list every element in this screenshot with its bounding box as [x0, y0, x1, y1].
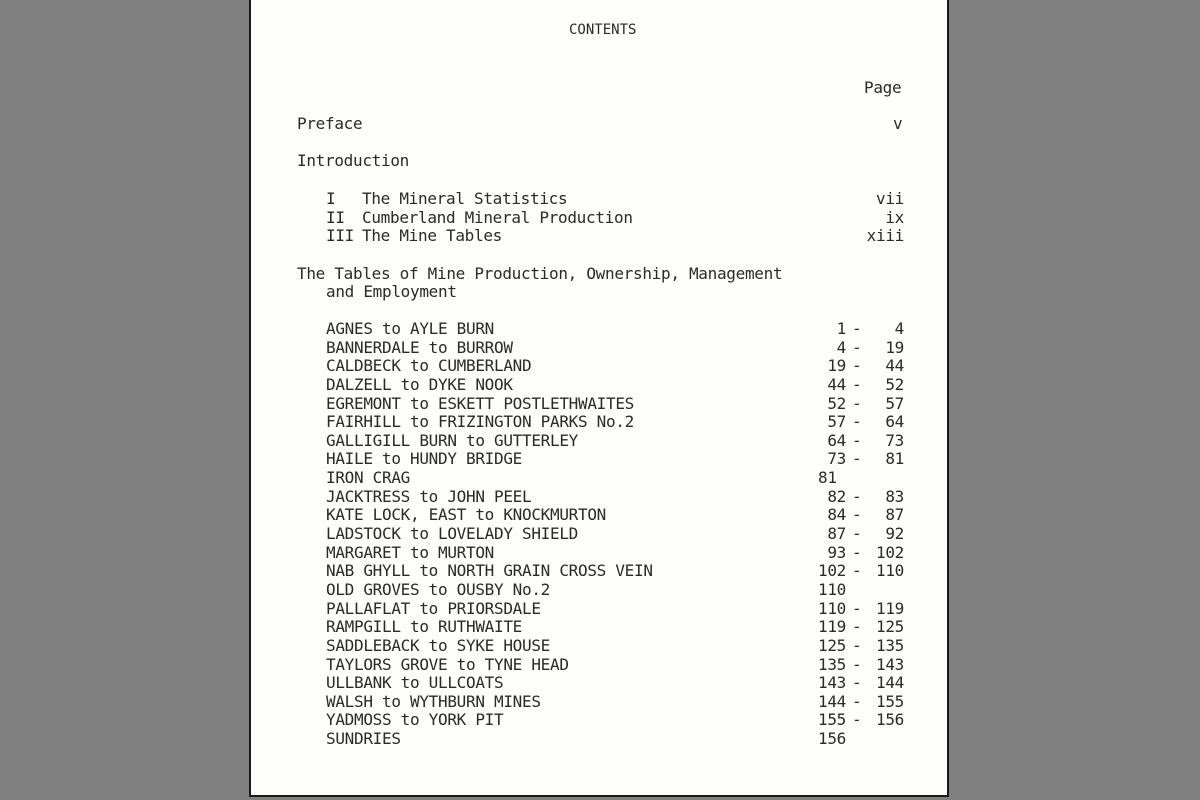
entry-page-from: 64 [827, 430, 846, 450]
table-entry-row [326, 600, 904, 619]
entry-name: BANNERDALE to BURROW [326, 337, 513, 357]
entry-page-from: 57 [827, 412, 846, 432]
entry-page-to: 135 [876, 635, 904, 655]
entry-page-from: 84 [827, 505, 846, 525]
table-entry-row [326, 506, 904, 525]
entry-page-from: 52 [827, 393, 846, 413]
intro-item [326, 227, 904, 246]
tables-section-label-line1: The Tables of Mine Production, Ownership, Management [297, 264, 783, 283]
entry-page-to: 4 [894, 319, 904, 338]
preface-page-number: v [893, 114, 903, 133]
entry-name: YADMOSS to YORK PIT [326, 710, 504, 730]
entry-page-to: 57 [885, 393, 904, 413]
entry-name: JACKTRESS to JOHN PEEL [326, 486, 532, 506]
entry-page-from: 82 [827, 486, 846, 506]
entry-page-dash: - [852, 635, 862, 655]
table-entry-row [326, 357, 904, 376]
table-entry-row [326, 525, 904, 544]
entry-name: GALLIGILL BURN to GUTTERLEY [326, 430, 578, 450]
intro-item-page: ix [885, 207, 904, 227]
intro-item [326, 209, 904, 228]
entry-page-from: 44 [827, 374, 846, 394]
entry-page-from: 1 [836, 319, 846, 338]
entry-page-from: 144 [818, 691, 846, 711]
entry-page-to: 52 [885, 374, 904, 394]
entry-page-dash: - [852, 542, 862, 562]
entry-name: LADSTOCK to LOVELADY SHIELD [326, 524, 578, 544]
entry-page-to: 87 [885, 505, 904, 525]
table-entry-row [326, 544, 904, 563]
intro-item-number: I [326, 189, 336, 208]
entry-name: MARGARET to MURTON [326, 542, 494, 562]
entry-page-to: 19 [885, 337, 904, 357]
intro-item-label: The Mine Tables [362, 226, 502, 245]
entry-page-dash: - [852, 337, 862, 357]
entry-page-to: 144 [876, 673, 904, 693]
table-entry-row [326, 656, 904, 675]
entry-page-from: 110 [818, 598, 846, 618]
table-entry-row [326, 581, 904, 600]
entry-page-to: 92 [885, 524, 904, 544]
introduction-label: Introduction [297, 151, 409, 170]
entry-name: EGREMONT to ESKETT POSTLETHWAITES [326, 393, 634, 413]
entry-page-to: 44 [885, 356, 904, 376]
entry-page-dash: - [852, 486, 862, 506]
table-entry-row [326, 562, 904, 581]
entry-page-from: 119 [818, 617, 846, 637]
entry-page-from: 73 [827, 449, 846, 469]
table-entry-row [326, 339, 904, 358]
entry-name: ULLBANK to ULLCOATS [326, 673, 504, 693]
mine-table-entries [326, 320, 904, 749]
entry-page-to: 102 [876, 542, 904, 562]
entry-page-from: 93 [827, 542, 846, 562]
table-entry-row [326, 450, 904, 469]
table-entry-row [326, 618, 904, 637]
intro-item-label: The Mineral Statistics [362, 189, 568, 208]
table-entry-row [326, 432, 904, 451]
entry-page-dash: - [852, 319, 862, 338]
entry-name: DALZELL to DYKE NOOK [326, 374, 513, 394]
entry-page-dash: - [852, 393, 862, 413]
table-entry-row [326, 674, 904, 693]
table-entry-row [326, 730, 904, 749]
entry-page-to: 83 [885, 486, 904, 506]
introduction-list [326, 190, 904, 246]
entry-page-from: 156 [818, 729, 846, 749]
document-page [249, 0, 949, 797]
table-entry-row [326, 711, 904, 730]
table-entry-row [326, 376, 904, 395]
entry-page-dash: - [852, 691, 862, 711]
page-title: CONTENTS [569, 22, 637, 38]
entry-page-dash: - [852, 524, 862, 544]
entry-page-to: 156 [876, 710, 904, 730]
entry-page-dash: - [852, 505, 862, 525]
entry-name: OLD GROVES to OUSBY No.2 [326, 579, 550, 599]
entry-page-from: 4 [836, 337, 846, 357]
entry-page-dash: - [852, 449, 862, 469]
entry-page-from: 125 [818, 635, 846, 655]
entry-name: WALSH to WYTHBURN MINES [326, 691, 541, 711]
entry-page-from: 110 [818, 579, 846, 599]
table-entry-row [326, 395, 904, 414]
entry-page-to: 119 [876, 598, 904, 618]
entry-page-dash: - [852, 356, 862, 376]
entry-page-dash: - [852, 430, 862, 450]
entry-page-to: 73 [885, 430, 904, 450]
entry-page-dash: - [852, 561, 862, 581]
table-entry-row [326, 637, 904, 656]
intro-item-number: II [326, 207, 345, 227]
entry-name: PALLAFLAT to PRIORSDALE [326, 598, 541, 618]
intro-item [326, 190, 904, 209]
intro-item-page: vii [876, 189, 904, 208]
entry-name: HAILE to HUNDY BRIDGE [326, 449, 522, 469]
table-entry-row [326, 693, 904, 712]
page-column-header: Page [864, 78, 902, 97]
intro-item-page: xiii [866, 226, 904, 245]
entry-page-dash: - [852, 412, 862, 432]
entry-page-to: 155 [876, 691, 904, 711]
preface-label: Preface [297, 114, 363, 133]
entry-name: SUNDRIES [326, 729, 401, 749]
entry-name: KATE LOCK, EAST to KNOCKMURTON [326, 505, 606, 525]
entry-page-from: 155 [818, 710, 846, 730]
entry-page-from: 87 [827, 524, 846, 544]
entry-page-to: 125 [876, 617, 904, 637]
entry-name: CALDBECK to CUMBERLAND [326, 356, 532, 376]
entry-page-from: 102 [818, 561, 846, 581]
entry-name: RAMPGILL to RUTHWAITE [326, 617, 522, 637]
table-entry-row [326, 488, 904, 507]
table-entry-row [326, 320, 904, 339]
entry-page-dash: - [852, 374, 862, 394]
entry-page-from: 19 [827, 356, 846, 376]
intro-item-number: III [326, 226, 354, 245]
entry-name: IRON CRAG [326, 468, 410, 488]
entry-page-dash: - [852, 617, 862, 637]
entry-name: TAYLORS GROVE to TYNE HEAD [326, 654, 569, 674]
entry-name: AGNES to AYLE BURN [326, 319, 494, 338]
table-entry-row [326, 469, 904, 488]
entry-name: FAIRHILL to FRIZINGTON PARKS No.2 [326, 412, 634, 432]
entry-name: SADDLEBACK to SYKE HOUSE [326, 635, 550, 655]
entry-name: NAB GHYLL to NORTH GRAIN CROSS VEIN [326, 561, 653, 581]
table-entry-row [326, 413, 904, 432]
entry-page-dash: - [852, 654, 862, 674]
entry-page-to: 110 [876, 561, 904, 581]
entry-page-dash: - [852, 710, 862, 730]
intro-item-label: Cumberland Mineral Production [362, 207, 633, 227]
entry-page-to: 143 [876, 654, 904, 674]
tables-section-label-line2: and Employment [326, 282, 457, 301]
entry-page-from: 81 [818, 468, 837, 488]
entry-page-from: 143 [818, 673, 846, 693]
entry-page-from: 135 [818, 654, 846, 674]
entry-page-dash: - [852, 598, 862, 618]
entry-page-to: 64 [885, 412, 904, 432]
entry-page-dash: - [852, 673, 862, 693]
entry-page-to: 81 [885, 449, 904, 469]
